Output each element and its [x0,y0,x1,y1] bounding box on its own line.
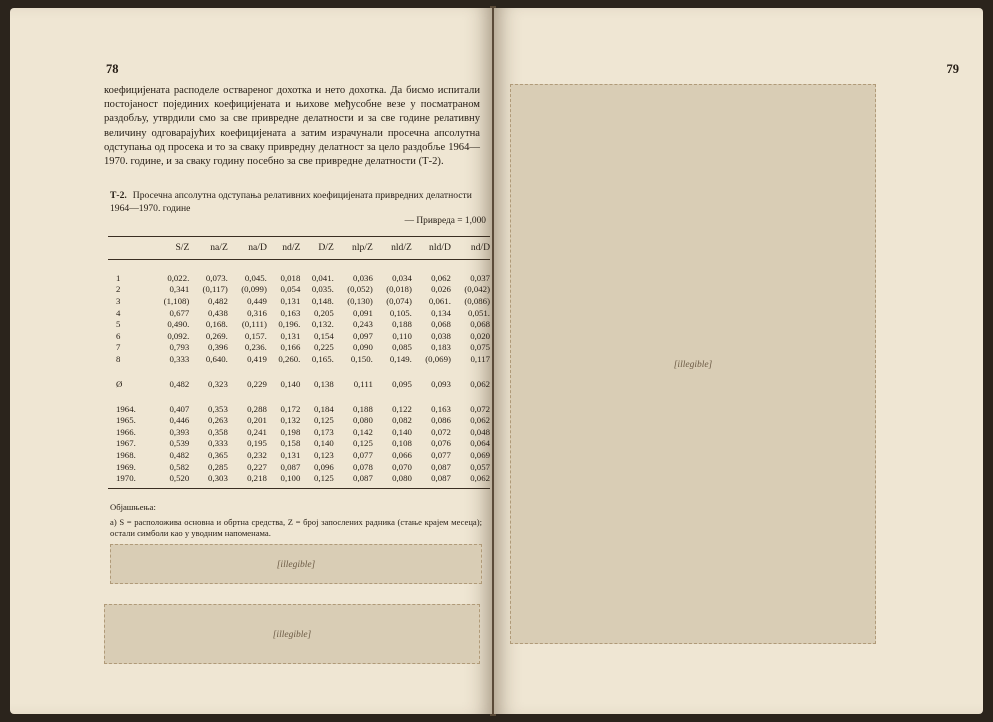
table-cell: 0,069 [470,449,490,460]
table-cell: 0,163 [280,307,301,318]
table-cell: 0,166 [280,342,301,353]
table-cell: 2 [116,284,121,295]
table-cell: (0,117) [202,284,228,295]
column-header: nlp/Z [334,237,373,260]
table-cell: 0,125 [300,472,333,488]
table-cell: 0,353 [208,403,228,414]
table-cell: 0,490. [167,319,190,330]
table-cell: 0,196. [278,319,301,330]
table-cell: 0,111 [353,378,373,389]
table-cell: 0,105. [389,307,412,318]
table-cell: 0,333 [169,353,190,364]
table-cell: 0,122 [392,403,412,414]
left-paragraph-bottom-text: [illegible] [104,604,480,664]
table-cell: 0,093 [431,378,451,389]
table-cell: 0,157. [244,330,267,341]
table-cell: 0,227 [247,461,267,472]
table-cell: 0,125 [314,415,334,426]
table-label: Т-2. [110,190,127,201]
table-cell: 0,134 [431,307,451,318]
table-cell: 0,482 [169,449,190,460]
table-cell: 0,142 [353,426,373,437]
table-spacer [108,365,490,377]
table-cell: 0,037 [470,272,490,283]
table-cell: 0,117 [470,353,490,364]
table-row [108,414,490,426]
table-row [108,377,490,391]
column-header: na/Z [189,237,228,260]
table-cell: 0,057 [470,461,490,472]
table-cell: 8 [116,353,121,364]
table-cell: 0,677 [169,307,190,318]
table-row [108,461,490,473]
table-cell: 0,165. [311,353,334,364]
table-cell: 0,062 [470,415,490,426]
table-cell: 0,449 [247,295,267,306]
table-cell: 0,100 [267,472,300,488]
table-cell: 0,061. [428,295,451,306]
table-cell: 0,073. [205,272,228,283]
table-row [108,284,490,296]
table-cell: 0,150. [350,353,373,364]
table-row [108,438,490,450]
table-cell: 0,075 [470,342,490,353]
table-cell: 0,132 [280,415,301,426]
table-cell: 6 [116,330,121,341]
column-header: nd/D [451,237,490,260]
table-cell: 0,149. [389,353,412,364]
table-cell: 0,036 [353,272,373,283]
table-cell: 0,087 [334,472,373,488]
table-row [108,330,490,342]
table-cell: 0,131 [280,449,301,460]
table-cell: (0,052) [347,284,373,295]
table-cell: 0,038 [431,330,451,341]
table-cell: 0,072 [431,426,451,437]
table-cell: 0,092. [167,330,190,341]
table-cell: 0,062 [470,378,490,389]
table-notes [110,502,482,589]
right-page [494,8,983,714]
table-cell: 0,158 [280,438,301,449]
page-number-right: 79 [946,62,959,76]
table-cell: 0,188 [392,319,412,330]
table-row [108,272,490,284]
table-cell: 0,096 [314,461,334,472]
table-cell: (0,042) [464,284,490,295]
table-cell: 1970. [108,472,150,488]
table-cell: 0,086 [431,415,451,426]
table-cell: 0,229 [247,378,267,389]
table-cell: 1965. [116,415,136,426]
table-cell: 0,062 [451,472,490,488]
table-cell: 0,393 [169,426,190,437]
table-cell: 0,358 [208,426,228,437]
table-cell: 0,068 [431,319,451,330]
table-row [108,403,490,415]
table-cell: 0,087 [280,461,301,472]
table-cell: 0,263 [208,415,228,426]
table-cell: 0,341 [169,284,190,295]
table-cell: 0,539 [169,438,190,449]
table-cell: 0,285 [208,461,228,472]
table-cell: 0,054 [280,284,301,295]
table-cell: 0,022. [167,272,190,283]
table-cell: 0,154 [314,330,334,341]
table-cell: 0,201 [247,415,267,426]
table-cell: 0,080 [353,415,373,426]
table-cell: 0,419 [247,353,267,364]
column-header: D/Z [300,237,333,260]
table-cell: 0,243 [353,319,373,330]
table-row [108,449,490,461]
table-cell: 0,218 [228,472,267,488]
table-cell: 0,062 [431,272,451,283]
table-cell: 1 [116,272,121,283]
table-cell: 0,793 [169,342,190,353]
table-cell: 0,365 [208,449,228,460]
table-cell: 0,316 [247,307,267,318]
table-cell: 0,195 [247,438,267,449]
table-cell: 0,048 [470,426,490,437]
table-cell: 0,236. [244,342,267,353]
table-cell: 0,064 [470,438,490,449]
table-cell: 0,168. [205,319,228,330]
table-cell: 0,132. [311,319,334,330]
table-cell: 0,070 [392,461,412,472]
table-cell: 0,438 [208,307,228,318]
table-cell: 0,097 [353,330,373,341]
table-spacer [108,391,490,403]
table-cell: (0,130) [347,295,373,306]
table-cell: 1968. [116,449,136,460]
table-caption [110,190,480,215]
table-cell: 0,087 [412,472,451,488]
table-spacer [108,260,490,273]
table-cell: 0,078 [353,461,373,472]
table-cell: 0,198 [280,426,301,437]
table-cell: 0,026 [431,284,451,295]
table-cell: 0,323 [208,378,228,389]
table-cell: 0,020 [470,330,490,341]
table-cell: (0,018) [386,284,412,295]
table-cell: 0,140 [392,426,412,437]
table-cell: 0,108 [392,438,412,449]
table-row [108,342,490,354]
table-cell: (0,074) [386,295,412,306]
column-header: nld/D [412,237,451,260]
left-paragraph-bottom [104,604,480,664]
column-header: nld/Z [373,237,412,260]
left-page [10,8,492,714]
table-cell: 0,148. [311,295,334,306]
table-cell: 1967. [116,438,136,449]
table-cell: 0,482 [208,295,228,306]
table-cell: 0,582 [169,461,190,472]
table-cell: 0,407 [169,403,190,414]
table-row [108,353,490,365]
column-header: na/D [228,237,267,260]
table-cell: 0,482 [169,378,190,389]
table-cell: 0,184 [314,403,334,414]
column-header [108,237,150,260]
table-cell: 4 [116,307,121,318]
note-a: а) S = расположива основна и обртна средства, Z = број запослених радника (стање крајем месеца); остали симболи као у уводним напоменама. [110,517,482,538]
table-row [108,472,490,488]
table-cell: 1964. [116,403,136,414]
table-cell: 0,225 [314,342,334,353]
table-cell: 0,303 [189,472,228,488]
table-cell: 3 [116,295,121,306]
deviation-table [108,236,490,489]
table-cell: 0,082 [392,415,412,426]
table-cell: 0,072 [470,403,490,414]
table-cell: 0,269. [205,330,228,341]
table-cell: 0,640. [205,353,228,364]
table-cell: 0,077 [353,449,373,460]
table-body [108,260,490,489]
table-cell: 0,041. [311,272,334,283]
table-cell: Ø [116,378,123,389]
notes-heading: Објашњења: [110,502,156,512]
table-cell: 0,051. [468,307,490,318]
table-cell: 1966. [116,426,136,437]
right-body-text: [illegible] [510,84,876,644]
table-cell: (0,111) [241,319,267,330]
table-cell: 0,232 [247,449,267,460]
table-cell: 0,333 [208,438,228,449]
table-subtitle: — Привреда = 1,000 [404,216,486,226]
table-cell: (1,108) [163,295,190,306]
right-body [510,84,876,644]
table-cell: 0,520 [150,472,189,488]
table-cell: (0,069) [425,353,451,364]
table-cell: 0,085 [392,342,412,353]
table-cell: 0,140 [314,438,334,449]
table-cell: 0,446 [169,415,190,426]
table-cell: 0,138 [314,378,334,389]
table-row [108,307,490,319]
table-cell: 0,288 [247,403,267,414]
table-cell: 0,172 [280,403,301,414]
table-cell: 0,241 [247,426,267,437]
table-cell: 0,090 [353,342,373,353]
table-cell: 0,131 [280,295,301,306]
table-cell: 0,077 [431,449,451,460]
table-cell: 0,035. [311,284,334,295]
note-b: [illegible] [110,544,482,584]
table-caption-text: Просечна апсолутна одступања релативних коефицијената привредних делатности 1964—1970. године [110,190,472,214]
table-cell: 0,140 [280,378,301,389]
table-cell: 0,183 [431,342,451,353]
table-cell: 0,188 [353,403,373,414]
table-row [108,426,490,438]
table-cell: 0,396 [208,342,228,353]
table-cell: (0,086) [464,295,490,306]
table-cell: 0,091 [353,307,373,318]
table-cell: 0,125 [353,438,373,449]
table-cell: 0,163 [431,403,451,414]
table-cell: 0,018 [280,272,301,283]
table-cell: 0,066 [392,449,412,460]
table-cell: 0,080 [373,472,412,488]
table-header-row [108,237,490,260]
table-cell: 0,045. [244,272,267,283]
page-number-left: 78 [106,62,119,76]
table-cell: 7 [116,342,121,353]
table-cell: 0,068 [470,319,490,330]
left-paragraph-top: коефицијената расподеле оствареног дохотка и нето дохотка. Да бисмо испитали постојаност појединих коефицијената и њихове међусобне везе у посматраном раздобљу, утврдили смо за све привредне делатности и за све године релативну величину одговарајућих коефицијената а затим израчунали просечна апсолутна одступања од просека и то за сваку привредну делатност за цело раздобље 1964—1970. године, и за сваку годину посебно за све привредне делатности (Т-2). [104,85,480,168]
table-cell: 0,110 [392,330,412,341]
table-cell: 0,173 [314,426,334,437]
column-header: S/Z [150,237,189,260]
table-cell: 0,260. [278,353,301,364]
column-header: nd/Z [267,237,300,260]
table-cell: 5 [116,319,121,330]
table-cell: 0,205 [314,307,334,318]
table-cell: 0,087 [431,461,451,472]
table-cell: 1969. [116,461,136,472]
table-cell: 0,034 [392,272,412,283]
table-row [108,295,490,307]
table-cell: 0,131 [280,330,301,341]
table-cell: 0,095 [392,378,412,389]
table-cell: 0,123 [314,449,334,460]
table-cell: 0,076 [431,438,451,449]
table-row [108,318,490,330]
table-cell: (0,099) [241,284,267,295]
